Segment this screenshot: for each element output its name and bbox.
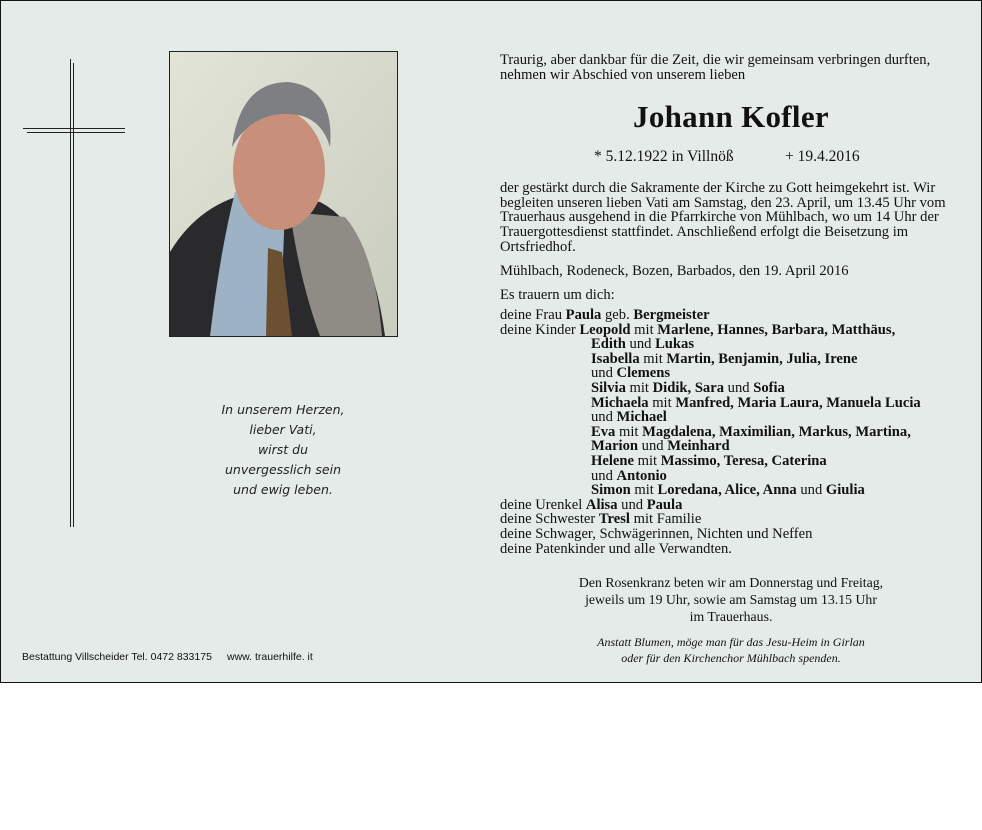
- family-name: Meinhard: [667, 438, 730, 455]
- family-name: Marion: [591, 438, 639, 455]
- rosary-line: im Trauerhaus.: [689, 609, 773, 624]
- memorial-poem: [170, 400, 396, 500]
- poem-line: In unserem Herzen,: [221, 402, 345, 417]
- family-text: mit: [625, 379, 653, 396]
- family-name: Simon: [591, 482, 631, 499]
- family-text: und: [591, 409, 617, 426]
- family-text: mit Familie: [629, 511, 702, 528]
- rosary-line: jeweils um 19 Uhr, sowie am Samstag um 13.15 Uhr: [585, 592, 877, 607]
- intro-text: [500, 53, 962, 82]
- family-name: Massimo, Teresa, Caterina: [660, 452, 827, 469]
- portrait-photo: [169, 51, 398, 337]
- family-row: [500, 410, 970, 425]
- family-name: Sofia: [753, 379, 785, 396]
- family-name: Didik, Sara: [652, 379, 725, 396]
- death-date: + 19.4.2016: [785, 148, 860, 165]
- donation-line: Anstatt Blumen, möge man für das Jesu-Heim in Girlan: [597, 635, 865, 649]
- family-row: [500, 483, 970, 498]
- family-text: und: [591, 467, 617, 484]
- rosary-info: [500, 574, 962, 625]
- family-text: mit: [630, 321, 658, 338]
- family-row: [500, 454, 970, 469]
- family-row: [500, 542, 970, 557]
- family-name: Silvia: [591, 379, 626, 396]
- family-row: [500, 308, 970, 323]
- family-name: Clemens: [616, 365, 671, 382]
- family-name: Loredana, Alice, Anna: [657, 482, 797, 499]
- family-name: Lukas: [655, 336, 695, 353]
- mourners-heading: Es trauern um dich:: [500, 287, 615, 303]
- family-row: [500, 323, 970, 338]
- family-name: Michaela: [591, 394, 649, 411]
- family-text: und: [625, 336, 656, 353]
- family-name: Helene: [591, 452, 634, 469]
- family-row: [500, 512, 970, 527]
- family-name: Edith: [591, 336, 626, 353]
- family-text: und: [796, 482, 826, 499]
- family-row: [500, 425, 970, 440]
- cross-line: [27, 132, 125, 133]
- family-row: [500, 527, 970, 542]
- family-name: Eva: [591, 423, 616, 440]
- intro-paragraph: Traurig, aber dankbar für die Zeit, die wir gemeinsam verbringen durften, nehmen wir Abschied von unserem lieben: [500, 52, 931, 83]
- poem-line: und ewig leben.: [233, 482, 333, 497]
- family-row: [500, 396, 970, 411]
- family-text: geb.: [601, 307, 634, 323]
- family-name: Michael: [616, 409, 667, 426]
- family-row: [500, 469, 970, 484]
- family-text: mit: [630, 482, 658, 499]
- deceased-name: Johann Kofler: [633, 99, 829, 134]
- family-text: deine Urenkel: [500, 496, 586, 513]
- donation-note: [500, 634, 962, 666]
- family-name: Leopold: [579, 321, 631, 338]
- family-row: [500, 439, 970, 454]
- undertaker-contact: Bestattung Villscheider Tel. 0472 833175: [22, 651, 212, 663]
- family-text: mit: [633, 452, 661, 469]
- family-row: [500, 381, 970, 396]
- poem-line: lieber Vati,: [249, 422, 317, 437]
- cross-icon: [70, 59, 71, 527]
- family-text: deine Schwager, Schwägerinnen, Nichten und Neffen: [500, 525, 813, 542]
- family-list: [500, 308, 970, 556]
- family-name: Manfred, Maria Laura, Manuela Lucia: [675, 394, 921, 411]
- family-text: mit: [615, 423, 643, 440]
- family-name: Magdalena, Maximilian, Markus, Martina,: [642, 423, 911, 440]
- family-text: mit: [648, 394, 676, 411]
- family-name: Bergmeister: [633, 307, 710, 323]
- birth-date: * 5.12.1922 in Villnöß: [594, 148, 734, 165]
- family-text: mit: [639, 350, 667, 367]
- poem-line: wirst du: [257, 442, 309, 457]
- family-text: deine Patenkinder und alle Verwandten.: [500, 540, 732, 557]
- place-and-date: Mühlbach, Rodeneck, Bozen, Barbados, den 19. April 2016: [500, 263, 849, 279]
- family-name: Paula: [565, 307, 602, 323]
- family-name: Marlene, Hannes, Barbara, Matthäus,: [657, 321, 896, 338]
- life-dates: [594, 148, 860, 166]
- family-row: [500, 498, 970, 513]
- family-name: Paula: [646, 496, 683, 513]
- cross-line: [23, 128, 125, 129]
- family-text: deine Frau: [500, 307, 566, 323]
- family-name: Antonio: [616, 467, 667, 484]
- family-text: und: [617, 496, 647, 513]
- rosary-line: Den Rosenkranz beten wir am Donnerstag und Freitag,: [578, 575, 884, 590]
- family-text: deine Schwester: [500, 511, 599, 528]
- donation-line: oder für den Kirchenchor Mühlbach spenden.: [621, 651, 841, 665]
- family-name: Martin, Benjamin, Julia, Irene: [666, 350, 858, 367]
- family-text: und: [638, 438, 668, 455]
- funeral-info: der gestärkt durch die Sakramente der Kirche zu Gott heimgekehrt ist. Wir begleiten unseren lieben Vati am Samstag, den 23. April, um 13.45 Uhr vom Trauerhaus ausgehend in die Pfarrkirche von Mühlbach, wo um 14 Uhr der Trauergottesdienst stattfindet. Anschließend erfolgt die Beisetzung im Ortsfriedhof.: [500, 180, 946, 255]
- family-row: [500, 337, 970, 352]
- family-text: deine Kinder: [500, 321, 580, 338]
- poem-line: unvergesslich sein: [224, 462, 342, 477]
- family-row: [500, 352, 970, 367]
- website-link[interactable]: www. trauerhilfe. it: [227, 651, 313, 663]
- family-text: und: [591, 365, 617, 382]
- family-name: Alisa: [585, 496, 618, 513]
- family-name: Tresl: [598, 511, 630, 528]
- family-name: Giulia: [825, 482, 865, 499]
- family-text: und: [724, 379, 754, 396]
- family-name: Isabella: [591, 350, 640, 367]
- family-row: [500, 366, 970, 381]
